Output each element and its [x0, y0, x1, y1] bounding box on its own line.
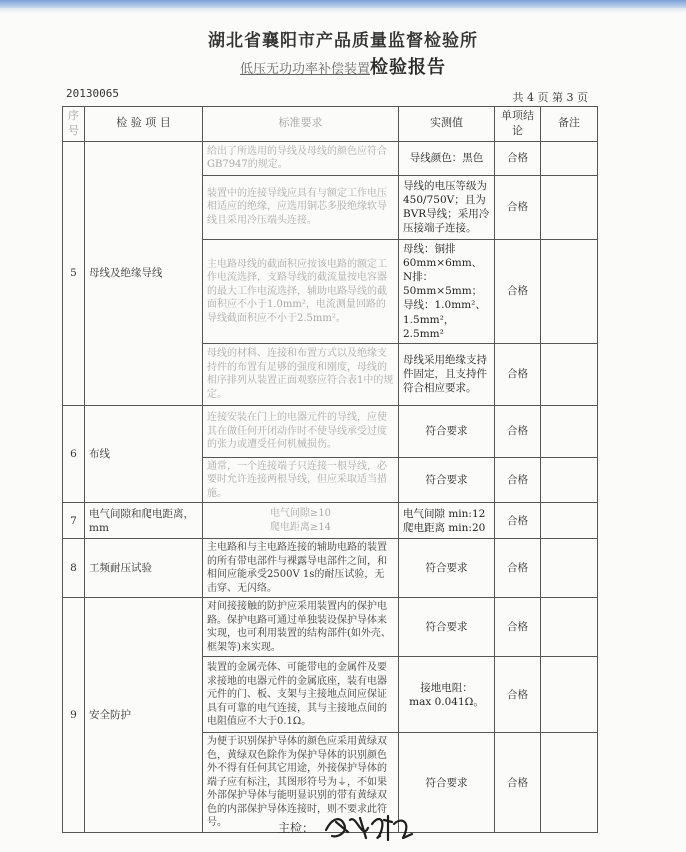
table-row — [63, 141, 598, 175]
header-note: 备注 — [541, 107, 598, 142]
report-number: 20130065 — [66, 87, 119, 100]
row-item: 母线及绝缘导线 — [85, 141, 203, 405]
row-result: 合格 — [495, 457, 541, 503]
scan-edge — [0, 8, 686, 14]
row-note — [541, 657, 598, 733]
row-measured: 导线颜色：黑色 — [399, 141, 495, 175]
row-requirement: 主电路母线的截面积应按该电路的额定工作电流选择，支路导线的截流量按电容器的最大工作电流选择，辅助电路导线的截面积应不小于1.0mm²，电流测量回路的导线截面积应不小于2.5mm²。 — [203, 239, 399, 343]
row-measured: 接地电阻： max 0.041Ω。 — [399, 657, 495, 733]
handwritten-signature-icon — [322, 810, 418, 844]
header-measured: 实测值 — [399, 107, 495, 142]
row-measured: 符合要求 — [399, 457, 495, 503]
inspector-label: 主检： — [278, 820, 315, 835]
row-measured: 电气间隙 min:12 爬电距离 min:20 — [399, 503, 495, 539]
row-note — [541, 175, 598, 239]
row-item: 电气间隙和爬电距离，mm — [85, 503, 203, 539]
row-result: 合格 — [495, 657, 541, 733]
row-no: 9 — [63, 598, 85, 833]
inspector-signature-block — [278, 810, 418, 844]
table-row — [63, 539, 598, 598]
row-note — [541, 239, 598, 343]
report-label: 检验报告 — [370, 57, 446, 78]
row-note — [541, 457, 598, 503]
row-result: 合格 — [495, 141, 541, 175]
row-note — [541, 405, 598, 457]
row-requirement: 给出了所选用的导线及母线的颜色应符合GB7947的规定。 — [203, 141, 399, 175]
row-measured: 导线的电压等级为450/750V；且为BVR导线；采用冷压接端子连接。 — [399, 175, 495, 239]
report-title — [0, 53, 686, 79]
row-measured: 符合要求 — [399, 539, 495, 598]
row-requirement: 通常，一个连接端子只连接一根导线，必要时允许连接两根导线，但应采取适当措施。 — [203, 457, 399, 503]
row-requirement: 装置的金属壳体、可能带电的金属件及要求接地的电器元件的金属底座，装有电器元件的门、板、支架与主接地点间应保证具有可靠的电气连接，其与主接地点间的电阻值应不大于0.1Ω。 — [203, 657, 399, 733]
row-no: 5 — [63, 141, 85, 405]
row-item: 工频耐压试验 — [85, 539, 203, 598]
row-result: 合格 — [495, 239, 541, 343]
row-requirement: 装置中的连接导线应具有与额定工作电压相适应的绝缘，应选用铜芯多股绝缘软导线且采用冷压端头连接。 — [203, 175, 399, 239]
row-result: 合格 — [495, 598, 541, 657]
row-requirement: 为便于识别保护导体的颜色应采用黄绿双色，黄绿双色除作为保护导体的识别颜色外不得有任何其它用途，外接保护导体的端子应有标注，其图形符号为⏚，不如果外部保护导体与能明显识别的带有黄绿双色的内部保护导体连接时，则不要求此符号。 — [203, 733, 399, 833]
row-note — [541, 343, 598, 405]
row-note — [541, 141, 598, 175]
row-note — [541, 503, 598, 539]
page-info: 共 4 页 第 3 页 — [512, 91, 588, 104]
row-requirement: 主电路和与主电路连接的辅助电路的装置的所有带电部件与裸露导电部件之间，和相间应能承受2500V 1s的耐压试验，无击穿、无闪络。 — [203, 539, 399, 598]
header-no: 序号 — [63, 107, 85, 142]
row-measured: 符合要求 — [399, 405, 495, 457]
product-name: 低压无功功率补偿装置 — [239, 62, 370, 77]
row-measured: 符合要求 — [399, 598, 495, 657]
inspection-table — [62, 106, 598, 833]
row-result: 合格 — [495, 343, 541, 405]
row-requirement: 对间接接触的防护应采用装置内的保护电路。保护电路可通过单独装设保护导体来实现，也可利用装置的结构部件(如外壳、框架等)来实现。 — [203, 598, 399, 657]
row-result: 合格 — [495, 503, 541, 539]
table-row — [63, 405, 598, 457]
header-requirement: 标准要求 — [203, 107, 399, 142]
row-requirement: 连接安装在门上的电器元件的导线，应使其在做任何开闭动作时不使导线承受过度的张力或遭受任何机械损伤。 — [203, 405, 399, 457]
row-result: 合格 — [495, 405, 541, 457]
row-no: 6 — [63, 405, 85, 503]
row-no: 8 — [63, 539, 85, 598]
row-result: 合格 — [495, 175, 541, 239]
row-result: 合格 — [495, 733, 541, 833]
header-result: 单项结论 — [495, 107, 541, 142]
row-note — [541, 598, 598, 657]
row-result: 合格 — [495, 539, 541, 598]
table-row — [63, 503, 598, 539]
row-note — [541, 539, 598, 598]
row-requirement: 电气间隙≥10 爬电距离≥14 — [203, 503, 399, 539]
row-no: 7 — [63, 503, 85, 539]
row-item: 布线 — [85, 405, 203, 503]
row-measured: 母线：铜排 60mm×6mm、N排：50mm×5mm；导线：1.0mm²、1.5mm²，2.5mm² — [399, 239, 495, 343]
table-header-row — [63, 107, 598, 142]
header-item: 检 验 项 目 — [85, 107, 203, 142]
row-item: 安全防护 — [85, 598, 203, 833]
row-measured: 符合要求 — [399, 733, 495, 833]
screen-top-bar — [0, 0, 686, 8]
row-requirement: 母线的材料、连接和布置方式以及绝缘支持件的布置有足够的强度和刚度，母线的相序排列从装置正面观察应符合表1中的规定。 — [203, 343, 399, 405]
row-measured: 母线采用绝缘支持件固定，且支持件符合相应要求。 — [399, 343, 495, 405]
institute-title: 湖北省襄阳市产品质量监督检验所 — [208, 31, 478, 51]
table-row — [63, 598, 598, 657]
row-note — [541, 733, 598, 833]
